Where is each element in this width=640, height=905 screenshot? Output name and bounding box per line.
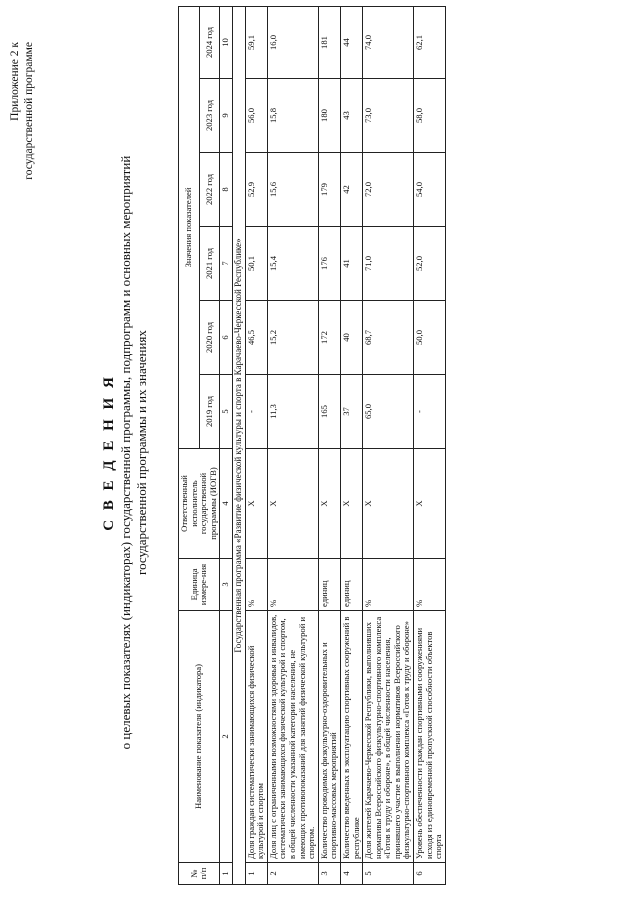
document-subtitle-line-2: государственной программы и их значениях (134, 330, 149, 575)
row-number: 5 (363, 863, 414, 885)
indicator-value: 62,1 (414, 6, 446, 78)
appendix-line-1: Приложение 2 к (9, 42, 21, 121)
indicator-value: 180 (318, 79, 340, 153)
column-index: 3 (220, 559, 233, 611)
indicator-value: 181 (318, 6, 340, 78)
column-index: 9 (220, 79, 233, 153)
indicators-table (178, 6, 446, 885)
indicator-value: 44 (340, 6, 362, 78)
indicator-value: 15,4 (267, 227, 318, 301)
indicator-responsible: Х (340, 449, 362, 559)
appendix-note (8, 42, 36, 180)
indicator-name: Доля жителей Карачаево-Черкесской Республики, выполнивших нормативы Всероссийского физкультурно-спортивного комплекса «Готов к труду и обороне», в общей численности населения, принявшего участие в выполнении нормативов Всероссийского физкультурно-спортивного комплекса «Готов к труду и обороне» (363, 611, 414, 863)
indicator-value: 72,0 (363, 153, 414, 227)
indicator-value: 179 (318, 153, 340, 227)
table-row (318, 6, 340, 884)
column-index: 5 (220, 375, 233, 449)
row-number: 6 (414, 863, 446, 885)
column-index: 1 (220, 863, 233, 885)
title-block (100, 60, 150, 845)
indicator-value: 165 (318, 375, 340, 449)
row-number: 2 (267, 863, 318, 885)
indicator-value: 54,0 (414, 153, 446, 227)
indicator-value: 15,8 (267, 79, 318, 153)
column-index: 6 (220, 301, 233, 375)
header-num: № п/п (179, 863, 220, 885)
header-row-1 (179, 6, 200, 884)
indicator-value: 50,1 (245, 227, 267, 301)
indicator-name: Количество проводимых физкультурно-оздоровительных и спортивно-массовых мероприятий (318, 611, 340, 863)
indicator-value: 42 (340, 153, 362, 227)
column-index: 4 (220, 449, 233, 559)
indicator-unit: % (267, 559, 318, 611)
column-index: 7 (220, 227, 233, 301)
indicator-value: 43 (340, 79, 362, 153)
indicator-value: 40 (340, 301, 362, 375)
indicator-value: 50,0 (414, 301, 446, 375)
indicator-unit: % (245, 559, 267, 611)
header-year: 2022 год (199, 153, 220, 227)
row-number: 3 (318, 863, 340, 885)
indicator-responsible: Х (363, 449, 414, 559)
header-values-group: Значения показателей (179, 6, 200, 448)
indicator-value: 73,0 (363, 79, 414, 153)
row-number: 1 (245, 863, 267, 885)
indicator-value: 15,6 (267, 153, 318, 227)
indicator-value: 11,3 (267, 375, 318, 449)
column-index: 8 (220, 153, 233, 227)
header-name: Наименование показателя (индикатора) (179, 611, 220, 863)
table-row (267, 6, 318, 884)
indicator-value: 52,0 (414, 227, 446, 301)
row-number: 4 (340, 863, 362, 885)
indicator-value: 15,2 (267, 301, 318, 375)
indicator-unit: единиц (340, 559, 362, 611)
indicator-value: - (245, 375, 267, 449)
indicator-value: 41 (340, 227, 362, 301)
column-index: 10 (220, 6, 233, 78)
indicator-value: 65,0 (363, 375, 414, 449)
indicator-responsible: Х (318, 449, 340, 559)
indicator-value: 172 (318, 301, 340, 375)
table-row (340, 6, 362, 884)
indicator-value: 37 (340, 375, 362, 449)
indicator-name: Количество введенных в эксплуатацию спортивных сооружений в республике (340, 611, 362, 863)
column-index-row (220, 6, 233, 884)
program-title: Государственная программа «Развитие физической культуры и спорта в Карачаево-Черкесской Республике» (232, 6, 245, 884)
header-responsible: Ответственный исполнитель государственной программы (ИОГВ) (179, 449, 220, 559)
table-row (245, 6, 267, 884)
indicator-name: Доля граждан систематически занимающихся физической культурой и спортом (245, 611, 267, 863)
indicator-unit: % (414, 559, 446, 611)
header-year: 2019 год (199, 375, 220, 449)
document-title: С В Е Д Е Н И Я (101, 374, 117, 531)
document-subtitle-line-1: о целевых показателях (индикаторах) государственной программы, подпрограмм и основных мероприятий (118, 155, 133, 750)
appendix-line-2: государственной программе (23, 42, 35, 180)
indicator-value: 58,0 (414, 79, 446, 153)
header-unit: Единица измере-ния (179, 559, 220, 611)
indicator-value: 59,1 (245, 6, 267, 78)
indicator-responsible: Х (245, 449, 267, 559)
table-row (363, 6, 414, 884)
indicator-name: Доля лиц с ограниченными возможностями здоровья и инвалидов, систематически занимающихся физической культурой и спортом, в общей численности указанной категории населения, не имеющих противопоказаний для занятий физической культурой и спортом. (267, 611, 318, 863)
table-row (414, 6, 446, 884)
indicator-responsible: Х (267, 449, 318, 559)
indicator-value: 16,0 (267, 6, 318, 78)
indicator-value: 52,9 (245, 153, 267, 227)
indicator-value: 71,0 (363, 227, 414, 301)
indicator-value: 68,7 (363, 301, 414, 375)
indicator-name: Уровень обеспеченности граждан спортивными сооружениями исходя из единовременной пропускной способности объектов спорта (414, 611, 446, 863)
header-year: 2021 год (199, 227, 220, 301)
indicator-value: 46,5 (245, 301, 267, 375)
header-year: 2024 год (199, 6, 220, 78)
indicator-value: 176 (318, 227, 340, 301)
column-index: 2 (220, 611, 233, 863)
header-year: 2023 год (199, 79, 220, 153)
indicator-unit: % (363, 559, 414, 611)
indicator-responsible: Х (414, 449, 446, 559)
header-year: 2020 год (199, 301, 220, 375)
indicator-value: - (414, 375, 446, 449)
indicator-unit: единиц (318, 559, 340, 611)
indicator-value: 56,0 (245, 79, 267, 153)
indicator-value: 74,0 (363, 6, 414, 78)
program-title-row (232, 6, 245, 884)
